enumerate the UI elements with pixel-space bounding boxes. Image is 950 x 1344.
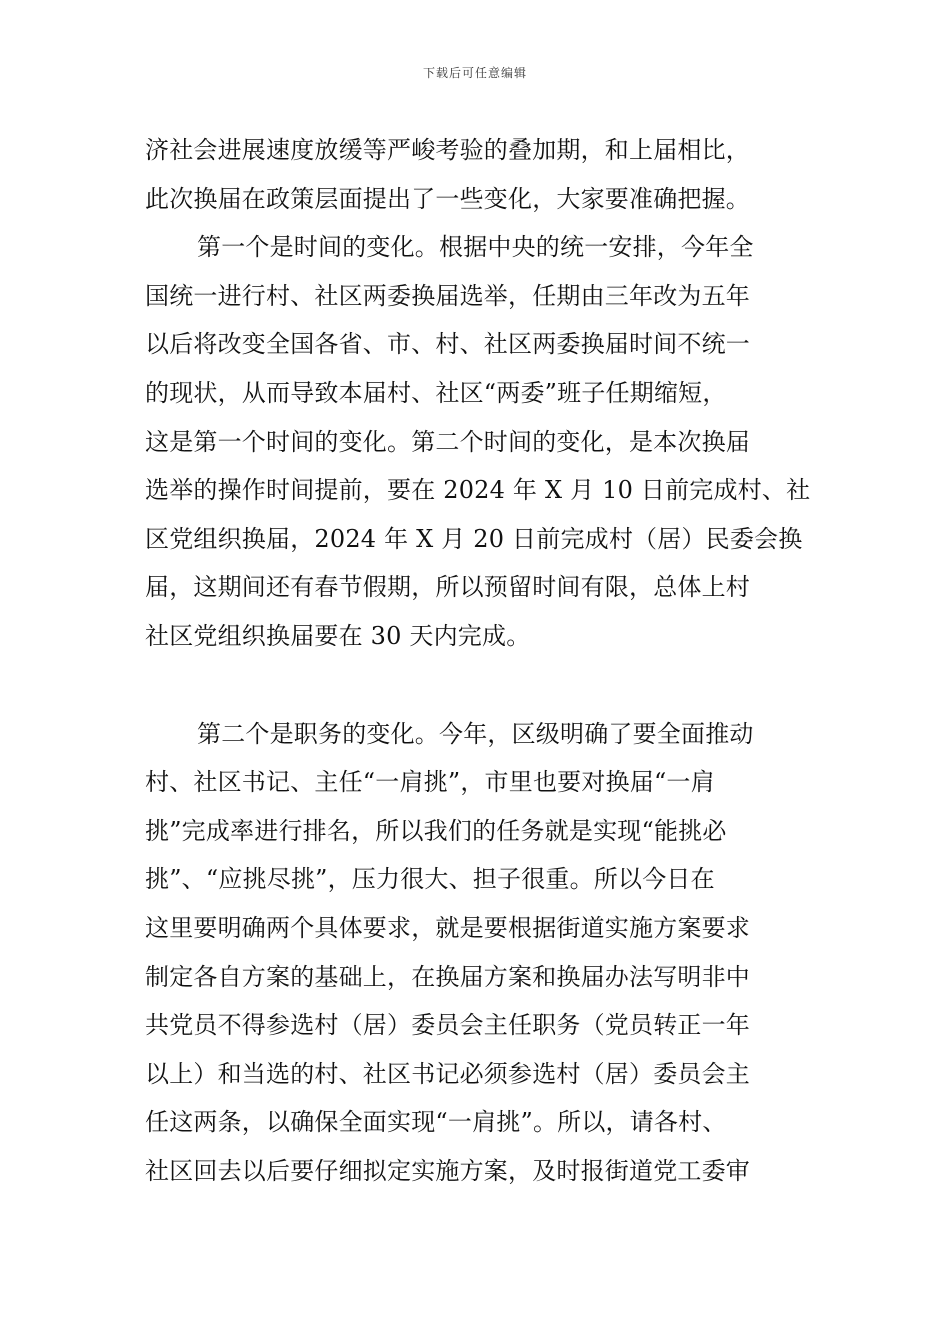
text-line: 挑”、“应挑尽挑”，压力很大、担子很重。所以今日在 <box>145 865 715 894</box>
paragraph-gap <box>145 661 810 710</box>
text-line: 第二个是职务的变化。今年，区级明确了要全面推动 <box>197 719 754 748</box>
text-line: 制定各自方案的基础上，在换届方案和换届办法写明非中 <box>145 962 750 991</box>
text-line: 第一个是时间的变化。根据中央的统一安排，今年全 <box>197 233 754 262</box>
text-line: 这里要明确两个具体要求，就是要根据街道实施方案要求 <box>145 913 750 942</box>
text-line: 共党员不得参选村（居）委员会主任职务（党员转正一年 <box>145 1011 750 1040</box>
paragraph-time-change <box>145 223 810 660</box>
text-line: 任这两条，以确保全面实现“一肩挑”。所以，请各村、 <box>145 1108 727 1137</box>
text-line: 以上）和当选的村、社区书记必须参选村（居）委员会主 <box>145 1059 750 1088</box>
text-line: 以后将改变全国各省、市、村、社区两委换届时间不统一 <box>145 330 750 359</box>
text-line: 这是第一个时间的变化。第二个时间的变化，是本次换届 <box>145 427 750 456</box>
paragraph-duty-change <box>145 710 810 1196</box>
text-line: 的现状，从而导致本届村、社区“两委”班子任期缩短， <box>145 378 727 407</box>
text-line: 社区回去以后要仔细拟定实施方案，及时报街道党工委审 <box>145 1156 750 1185</box>
text-line: 社区党组织换届要在 30 天内完成。 <box>145 621 531 650</box>
text-line: 区党组织换届，2024 年 X 月 20 日前完成村（居）民委会换 <box>145 524 803 553</box>
text-line: 挑”完成率进行排名，所以我们的任务就是实现“能挑必 <box>145 816 727 845</box>
text-line: 村、社区书记、主任“一肩挑”，市里也要对换届“一肩 <box>145 768 715 797</box>
text-line: 届，这期间还有春节假期，所以预留时间有限，总体上村 <box>145 573 750 602</box>
document-body <box>145 126 810 1195</box>
paragraph-continuation <box>145 126 810 223</box>
text-line: 选举的操作时间提前，要在 2024 年 X 月 10 日前完成村、社 <box>145 476 811 505</box>
page-header: 下载后可任意编辑 <box>422 66 527 80</box>
text-line: 国统一进行村、社区两委换届选举，任期由三年改为五年 <box>145 281 750 310</box>
text-line: 此次换届在政策层面提出了一些变化，大家要准确把握。 <box>145 184 750 213</box>
text-line: 济社会进展速度放缓等严峻考验的叠加期，和上届相比， <box>145 136 750 164</box>
